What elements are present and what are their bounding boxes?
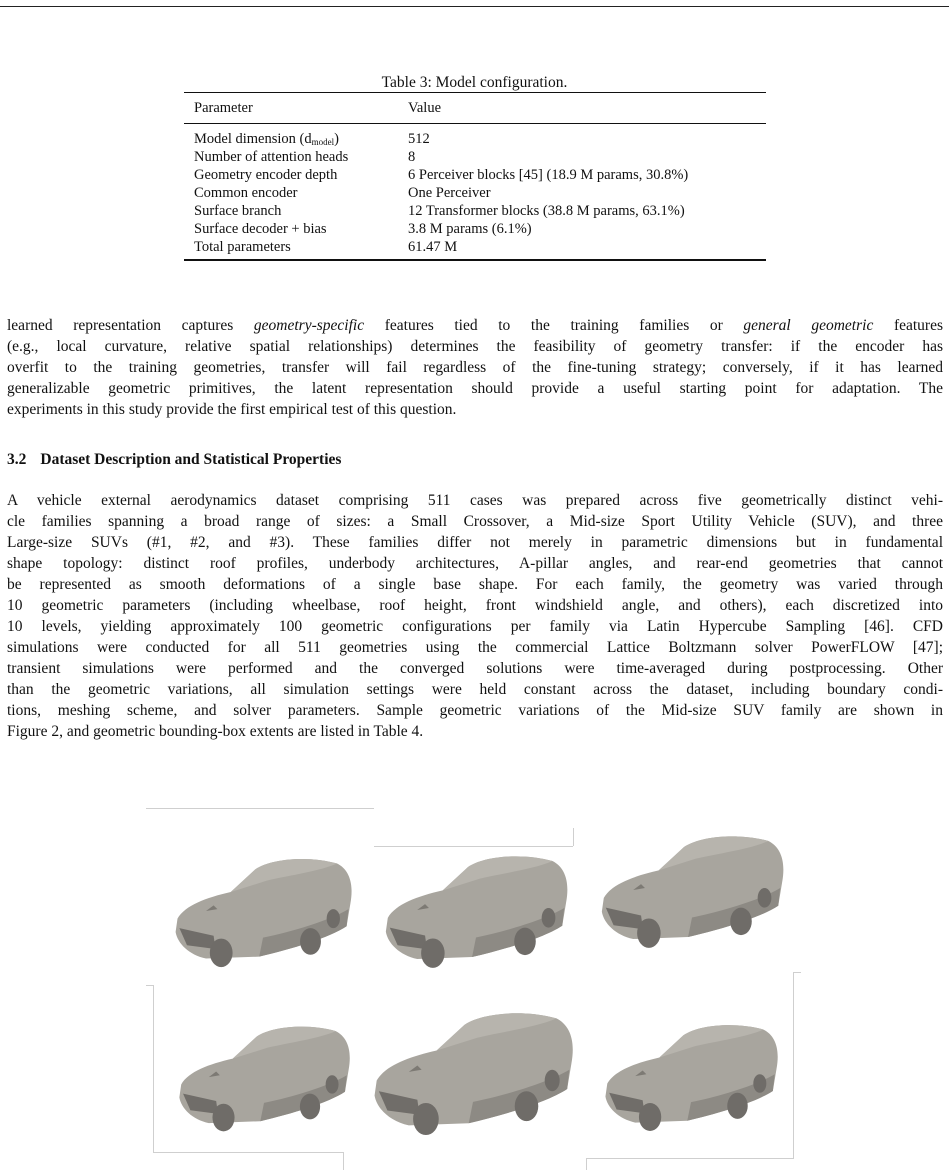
suv-render-6	[598, 1010, 784, 1144]
suv-icon	[605, 1025, 777, 1131]
table-row	[184, 148, 766, 166]
suv-icon	[602, 836, 784, 948]
row-value: 6 Perceiver blocks [45] (18.9 M params, 30.8%)	[408, 167, 689, 184]
suv-icon	[375, 1013, 573, 1135]
text-line: generalizable geometric primitives, the latent representation should provide a useful starting point for adaptation. The	[7, 380, 943, 397]
figure-panel-border	[586, 1158, 587, 1170]
figure-panel-border	[793, 972, 794, 1158]
table-row	[184, 202, 766, 220]
text-line: cle families spanning a broad range of sizes: a Small Crossover, a Mid-size Sport Utility Vehicle (SUV), and three	[7, 513, 943, 530]
row-parameter: Surface decoder + bias	[194, 221, 327, 238]
table-row	[184, 166, 766, 184]
suv-render-4	[172, 1012, 356, 1144]
text-line: shape topology: distinct roof profiles, underbody architectures, A-pillar angles, and rear-end geometries that cannot	[7, 555, 943, 572]
table-row	[184, 220, 766, 238]
paragraph-geometry-transfer	[7, 315, 943, 420]
page-top-rule	[0, 6, 949, 7]
text-line: Figure 2, and geometric bounding-box extents are listed in Table 4.	[7, 723, 424, 740]
text-line: A vehicle external aerodynamics dataset comprising 511 cases was prepared across five geometrically distinct vehi-	[7, 492, 943, 509]
row-parameter: Total parameters	[194, 239, 291, 256]
row-value: One Perceiver	[408, 185, 491, 202]
table-bottom-rule	[184, 259, 766, 260]
row-value: 3.8 M params (6.1%)	[408, 221, 532, 238]
row-value: 512	[408, 131, 430, 148]
suv-render-2	[378, 840, 574, 982]
row-parameter: Model dimension $(d_{model})$	[194, 131, 339, 148]
text-line: 10 geometric parameters (including wheelbase, roof height, front windshield angle, and others), each discretized into	[7, 597, 943, 614]
row-parameter: Number of attention heads	[194, 149, 349, 166]
text-line: transient simulations were performed and the converged solutions were time-averaged during postprocessing. Other	[7, 660, 943, 677]
header-parameter: Parameter	[194, 99, 253, 116]
text-line: (e.g., local curvature, relative spatial relationships) determines the feasibility of geometry transfer: if the encoder has	[7, 338, 943, 355]
paragraph-dataset-description	[7, 490, 943, 742]
text-line: be represented as smooth deformations of a single base shape. For each family, the geometry was varied through	[7, 576, 943, 593]
text-line: tions, meshing scheme, and solver parameters. Sample geometric variations of the Mid-size SUV family are shown in	[7, 702, 943, 719]
table-caption: Table 3: Model configuration.	[381, 74, 568, 91]
model-config-table	[184, 92, 766, 261]
figure-panel-border	[153, 985, 154, 1153]
text-line: 10 levels, yielding approximately 100 geometric configurations per family via Latin Hypercube Sampling [46]. CFD	[7, 618, 943, 635]
suv-render-3	[594, 812, 790, 970]
row-value: 61.47 M	[408, 239, 458, 256]
row-parameter: Geometry encoder depth	[194, 167, 338, 184]
text-line: experiments in this study provide the first empirical test of this question.	[7, 401, 457, 418]
figure-panel-border	[793, 972, 801, 973]
figure-panel-border	[146, 808, 374, 809]
suv-render-1	[168, 842, 358, 982]
row-parameter: Surface branch	[194, 203, 282, 220]
row-value: 12 Transformer blocks (38.8 M params, 63.1%)	[408, 203, 685, 220]
table-row	[184, 184, 766, 202]
text-line: learned representation captures geometry-specific features tied to the training families or general geometric features	[7, 317, 943, 334]
suv-icon	[179, 1027, 349, 1132]
suv-icon	[386, 856, 568, 968]
text-line: overfit to the training geometries, transfer will fail regardless of the fine-tuning strategy; conversely, if it has learned	[7, 359, 943, 376]
table-body	[184, 124, 766, 259]
text-line: simulations were conducted for all 511 geometries using the commercial Lattice Boltzmann solver PowerFLOW [47];	[7, 639, 943, 656]
row-value: 8	[408, 149, 416, 166]
table-row	[184, 238, 766, 256]
figure-panel-border	[153, 1152, 343, 1153]
suv-render-5	[366, 996, 580, 1150]
header-value: Value	[408, 99, 442, 116]
table-row	[184, 130, 766, 148]
suv-icon	[176, 859, 352, 967]
text-line: Large-size SUVs (#1, #2, and #3). These families differ not merely in parametric dimensions but in fundamental	[7, 534, 943, 551]
figure-panel-border	[343, 1152, 344, 1170]
row-parameter: Common encoder	[194, 185, 298, 202]
table-header-row	[184, 93, 766, 123]
text-line: than the geometric variations, all simulation settings were held constant across the dataset, including boundary condi-	[7, 681, 943, 698]
section-heading: 3.2 Dataset Description and Statistical Properties	[7, 451, 342, 468]
figure-panel-border	[586, 1158, 794, 1159]
